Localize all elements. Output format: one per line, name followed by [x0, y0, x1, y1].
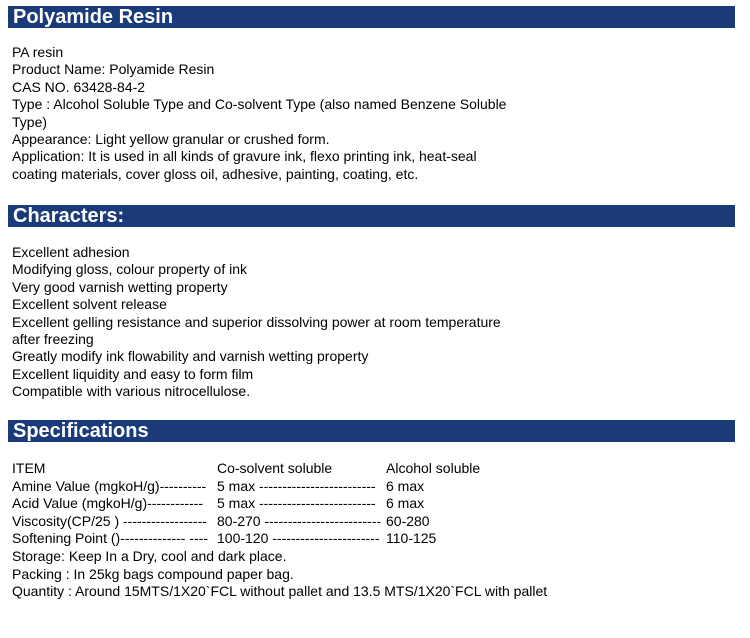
spec-item: Amine Value (mgkoH/g)---------- — [12, 477, 207, 494]
list-item: Excellent gelling resistance and superior dissolving power at room temperature after freezing — [12, 313, 501, 348]
product-line: Product Name: Polyamide Resin — [12, 61, 215, 78]
product-line: Type : Alcohol Soluble Type and Co-solvent Type (also named Benzene Soluble Type) — [12, 96, 507, 130]
product-line: CAS NO. 63428-84-2 — [12, 78, 146, 95]
spec-notes — [12, 548, 572, 601]
spec-alcohol: 110-125 — [386, 530, 437, 547]
list-item: Very good varnish wetting property — [12, 278, 228, 295]
spec-alcohol: 60-280 — [386, 512, 430, 529]
section-header-specifications: Specifications — [8, 420, 735, 442]
spec-alcohol: 6 max — [386, 495, 425, 512]
quantity-text: Quantity : Around 15MTS/1X20`FCL without pallet and 13.5 MTS/1X20`FCL with pallet — [12, 583, 548, 600]
spec-alcohol: Alcohol soluble — [386, 460, 481, 476]
spec-alcohol: 6 max — [386, 477, 425, 494]
spec-item: ITEM — [12, 460, 46, 476]
section-header-product: Polyamide Resin — [8, 6, 735, 28]
list-item: Excellent adhesion — [12, 244, 130, 260]
list-item: Excellent solvent release — [12, 296, 167, 313]
list-item: Modifying gloss, colour property of ink — [12, 261, 247, 278]
spec-cosolvent: 100-120 ----------------------- — [217, 530, 380, 547]
spec-cosolvent: Co-solvent soluble — [217, 460, 333, 476]
storage-text: Storage: Keep In a Dry, cool and dark place. — [12, 548, 287, 564]
spec-cosolvent: 5 max ------------------------- — [217, 477, 376, 494]
spec-cosolvent: 80-270 ------------------------- — [217, 512, 382, 529]
list-item: Compatible with various nitrocellulose. — [12, 383, 251, 400]
list-item: Greatly modify ink flowability and varnish wetting property — [12, 348, 369, 365]
characters-list — [12, 244, 572, 401]
spec-item: Viscosity(CP/25 ) ------------------ — [12, 512, 207, 529]
spec-item: Softening Point ()-------------- ---- — [12, 530, 208, 547]
product-info — [12, 44, 572, 183]
section-header-characters: Characters: — [8, 205, 735, 227]
product-line: Appearance: Light yellow granular or crushed form. — [12, 131, 330, 148]
spec-item: Acid Value (mgkoH/g)------------ — [12, 495, 204, 512]
product-line: PA resin — [12, 44, 64, 60]
packing-text: Packing : In 25kg bags compound paper bag. — [12, 565, 294, 582]
spec-cosolvent: 5 max ------------------------- — [217, 495, 376, 512]
product-line: Application: It is used in all kinds of gravure ink, flexo printing ink, heat-seal coating materials, cover gloss oil, adhesive, painting, coating, etc. — [12, 148, 477, 182]
list-item: Excellent liquidity and easy to form film — [12, 365, 254, 382]
